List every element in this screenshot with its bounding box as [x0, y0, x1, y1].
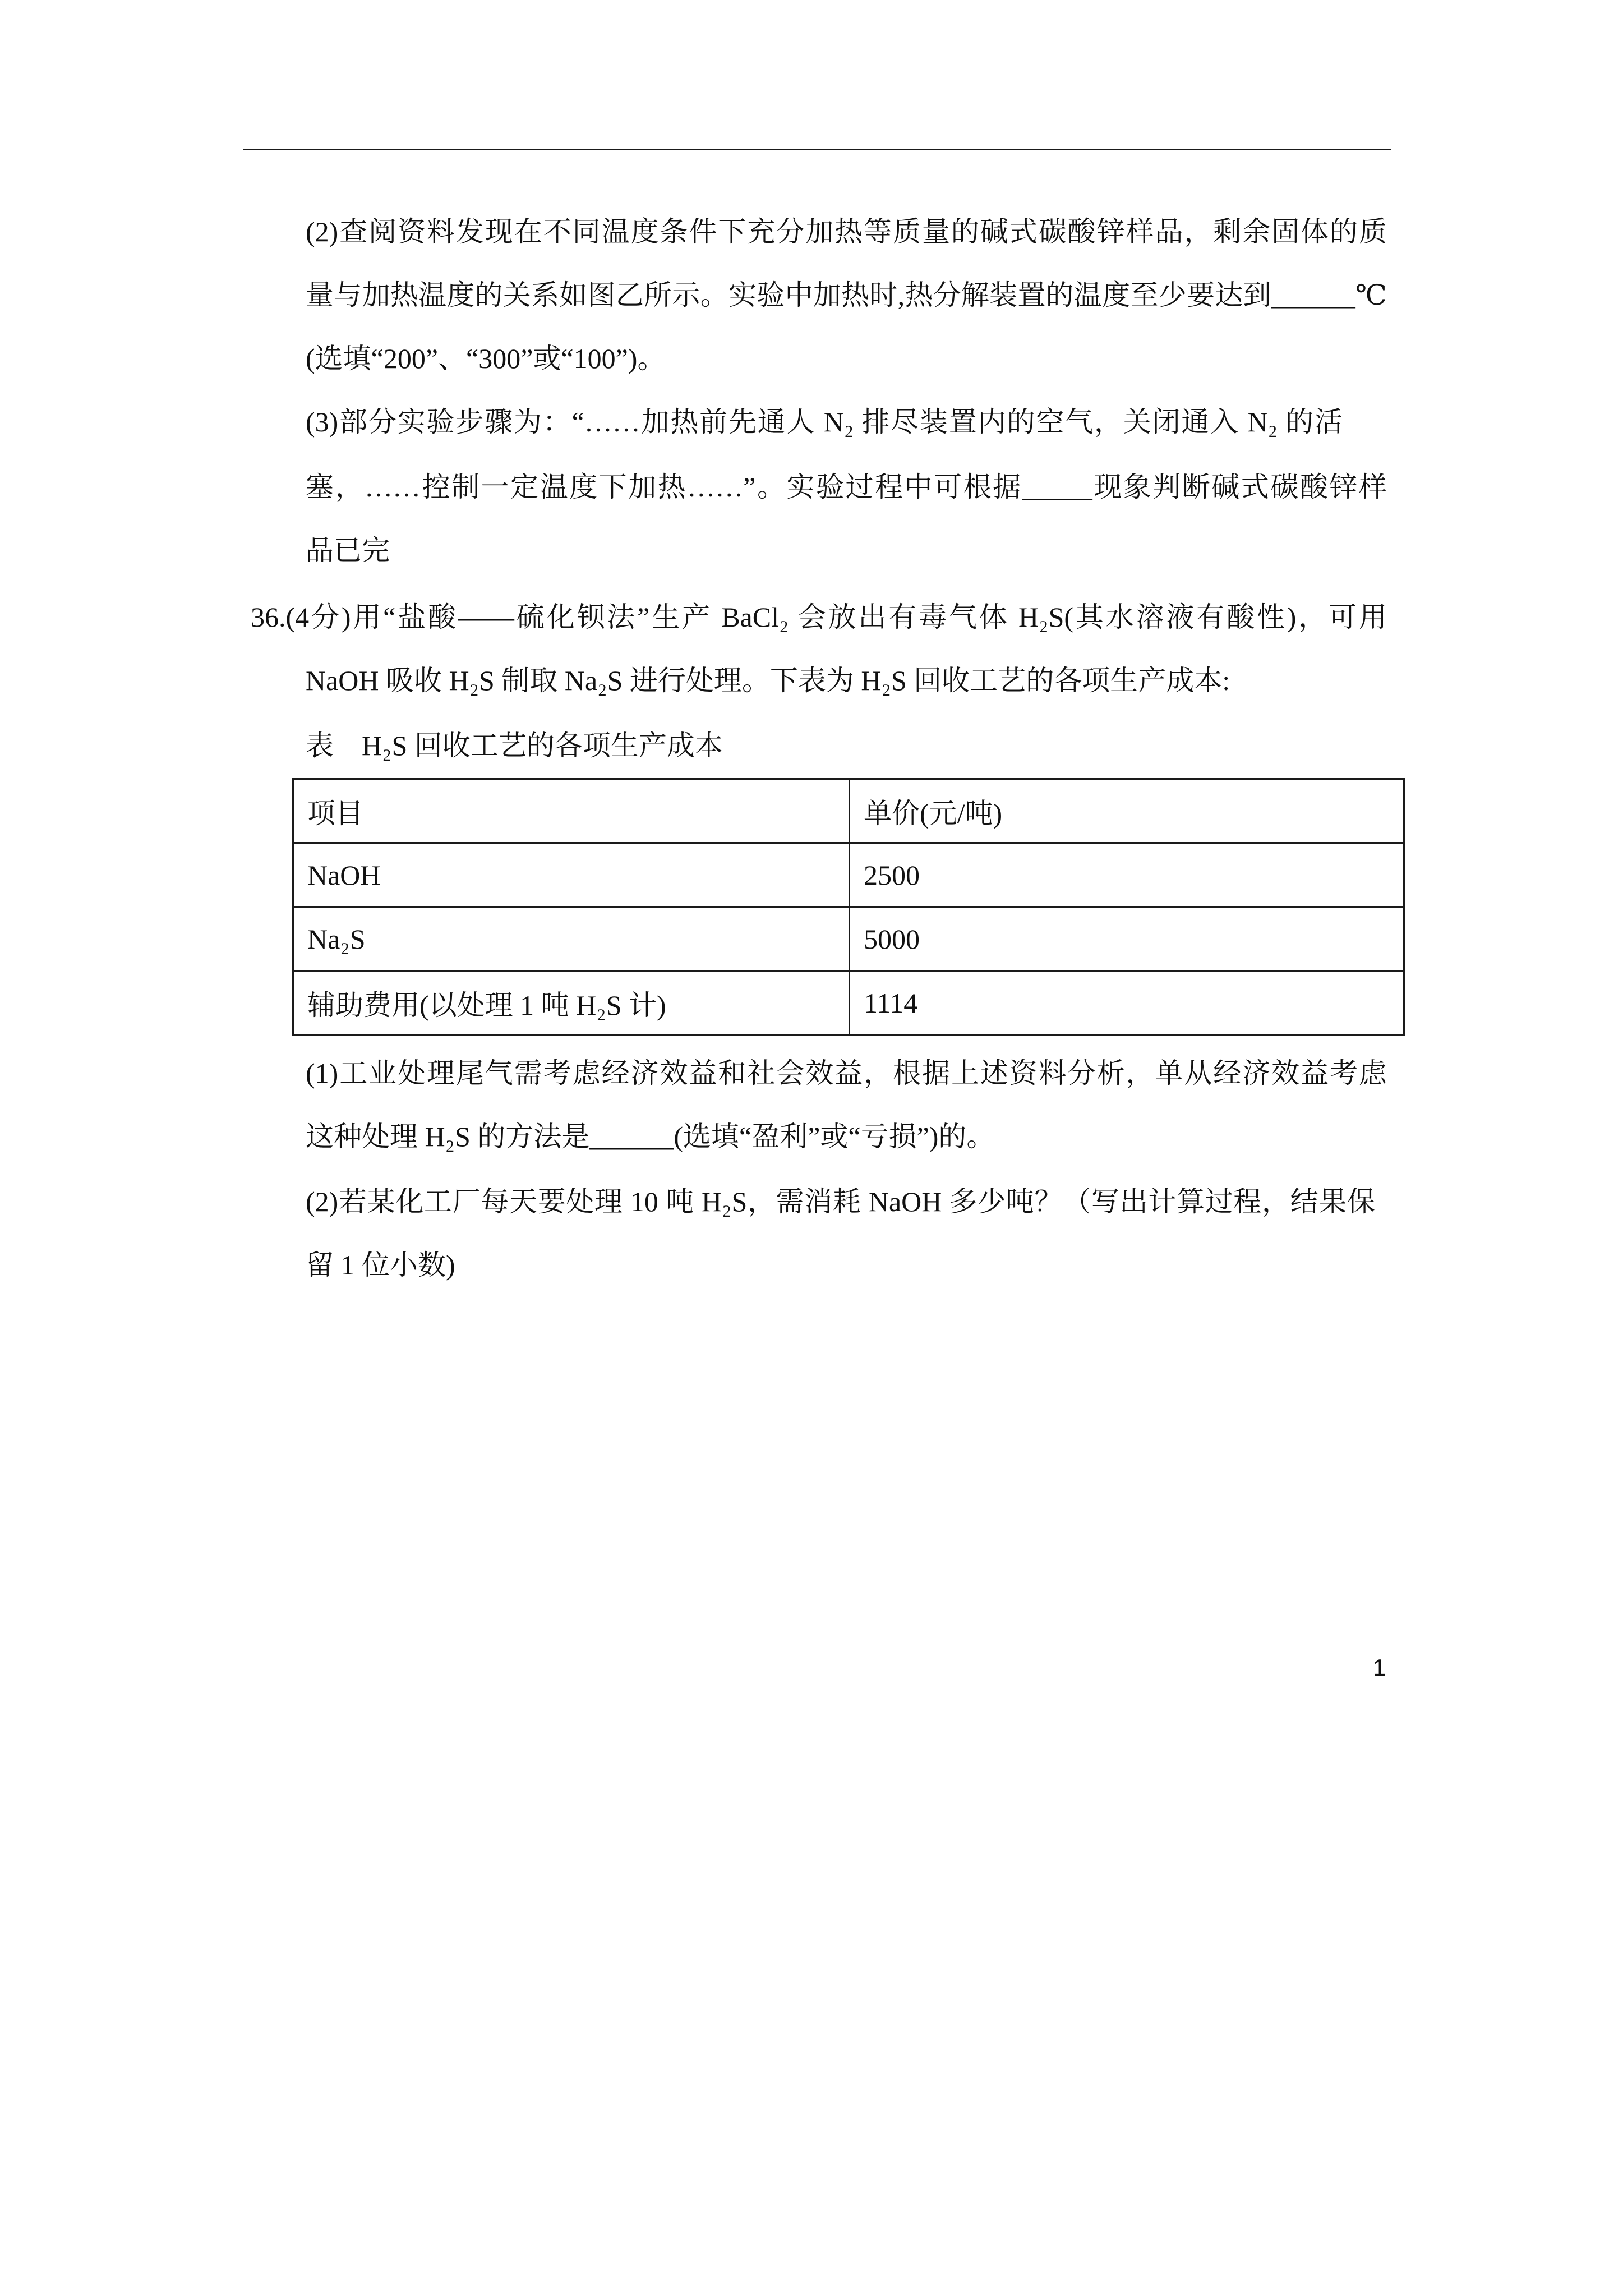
table-cell-price: 1114 [850, 971, 1404, 1035]
q35-part2-line-2: 量与加热温度的关系如图乙所示。实验中加热时,热分解装置的温度至少要达到______℃ [306, 279, 1387, 311]
table-cell-item: Na₂S [293, 907, 850, 971]
column-header-unit-price: 单价(元/吨) [850, 779, 1404, 843]
q35-part3-line-1: (3)部分实验步骤为：“……加热前先通人 N₂ 排尽装置内的空气，关闭通入 N₂ 的活 [306, 406, 1343, 438]
q36-part2-line-1: (2)若某化工厂每天要处理 10 吨 H₂S，需消耗 NaOH 多少吨？（写出计算过程，结果保 [306, 1186, 1375, 1217]
table-row [293, 907, 1404, 971]
table-header-row [293, 779, 1404, 843]
q35-part3-line-3: 品已完 [306, 535, 390, 566]
q36-part1-line-2: 这种处理 H₂S 的方法是______(选填“盈利”或“亏损”)的。 [306, 1121, 995, 1152]
q35-part3-line-2: 塞，……控制一定温度下加热……”。实验过程中可根据_____现象判断碱式碳酸锌样 [306, 471, 1387, 503]
column-header-item: 项目 [293, 779, 850, 843]
table-cell-item: NaOH [293, 843, 850, 907]
table-cell-price: 5000 [850, 907, 1404, 971]
q35-part2-line-1: (2)查阅资料发现在不同温度条件下充分加热等质量的碱式碳酸锌样品，剩余固体的质 [306, 216, 1387, 247]
cost-table [292, 778, 1405, 1036]
table-row [293, 843, 1404, 907]
page-number: 1 [1373, 1654, 1386, 1681]
q36-stem-line-2: NaOH 吸收 H₂S 制取 Na₂S 进行处理。下表为 H₂S 回收工艺的各项生产成本: [306, 665, 1230, 696]
table-row [293, 971, 1404, 1035]
q35-part2-line-3: (选填“200”、“300”或“100”)。 [306, 343, 666, 374]
table-caption: 表 H₂S 回收工艺的各项生产成本 [306, 730, 723, 761]
table-cell-item: 辅助费用(以处理 1 吨 H₂S 计) [293, 971, 850, 1035]
q36-part1-line-1: (1)工业处理尾气需考虑经济效益和社会效益，根据上述资料分析，单从经济效益考虑 [306, 1057, 1387, 1089]
q36-part2-line-2: 留 1 位小数) [306, 1249, 455, 1281]
q36-stem-line-1: 36.(4分)用“盐酸——硫化钡法”生产 BaCl₂ 会放出有毒气体 H₂S(其水溶液有酸性)，可用 [251, 601, 1387, 633]
header-rule [243, 149, 1391, 150]
table-cell-price: 2500 [850, 843, 1404, 907]
